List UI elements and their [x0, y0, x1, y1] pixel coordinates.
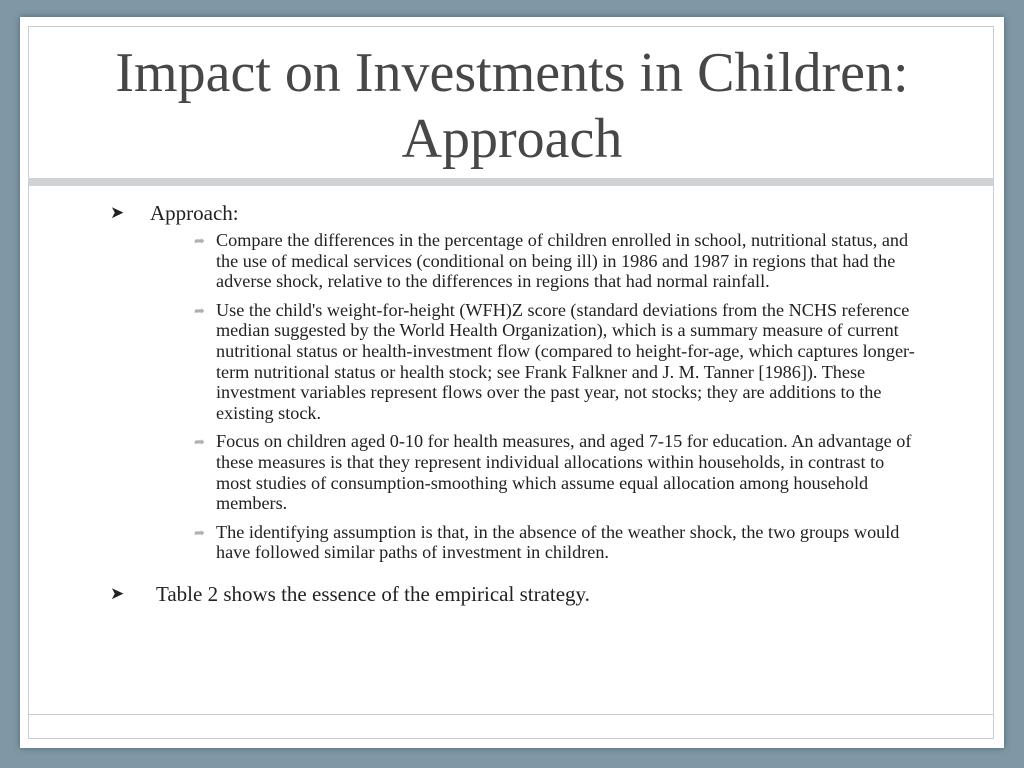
bullet-label: Table 2 shows the essence of the empirical strategy. [156, 581, 590, 606]
sub-bullet-list [150, 230, 920, 563]
sub-bullet-text: Compare the differences in the percentage of children enrolled in school, nutritional status, and the use of medical services (conditional on being ill) in 1986 and 1987 in regions that had the adverse shock, relative to the differences in regions that had normal rainfall. [216, 230, 909, 292]
arrowhead-outline-bullet-icon: ➦ [194, 302, 205, 318]
slide-content [110, 200, 920, 607]
bullet-approach [110, 200, 920, 563]
arrowhead-bullet-icon: ➤ [110, 203, 125, 222]
sub-bullet-wfh-score [150, 300, 920, 424]
arrowhead-outline-bullet-icon: ➦ [194, 434, 205, 450]
bullet-label: Approach: [150, 201, 239, 225]
sub-bullet-focus-children [150, 431, 920, 513]
title-divider [28, 178, 994, 186]
footer-divider [28, 714, 994, 715]
sub-bullet-compare-differences [150, 230, 920, 292]
slide [20, 17, 1004, 748]
arrowhead-outline-bullet-icon: ➦ [194, 233, 205, 248]
bullet-table-2 [110, 581, 920, 607]
sub-bullet-text: The identifying assumption is that, in the absence of the weather shock, the two groups would have followed similar paths of investment in children. [216, 521, 900, 563]
sub-bullet-text: Use the child's weight-for-height (WFH)Z score (standard deviations from the NCHS reference median suggested by the World Health Organization), which is a summary measure of current nutritional status or health-investment flow (compared to height-for-age, which captures longer-term nutritional status or health stock; see Frank Falkner and J. M. Tanner [1986]). These investment variables represent flows over the past year, not stocks; they are additions to the existing stock. [216, 299, 915, 423]
sub-bullet-text: Focus on children aged 0-10 for health measures, and aged 7-15 for education. An advantage of these measures is that they represent individual allocations within households, in contrast to most studies of consumption-smoothing which assume equal allocation among household members. [216, 431, 912, 514]
arrowhead-outline-bullet-icon: ➦ [194, 524, 205, 540]
arrowhead-bullet-icon: ➤ [110, 583, 125, 603]
sub-bullet-identifying-assumption [150, 522, 920, 563]
slide-title: Impact on Investments in Children: Approach [115, 42, 909, 170]
